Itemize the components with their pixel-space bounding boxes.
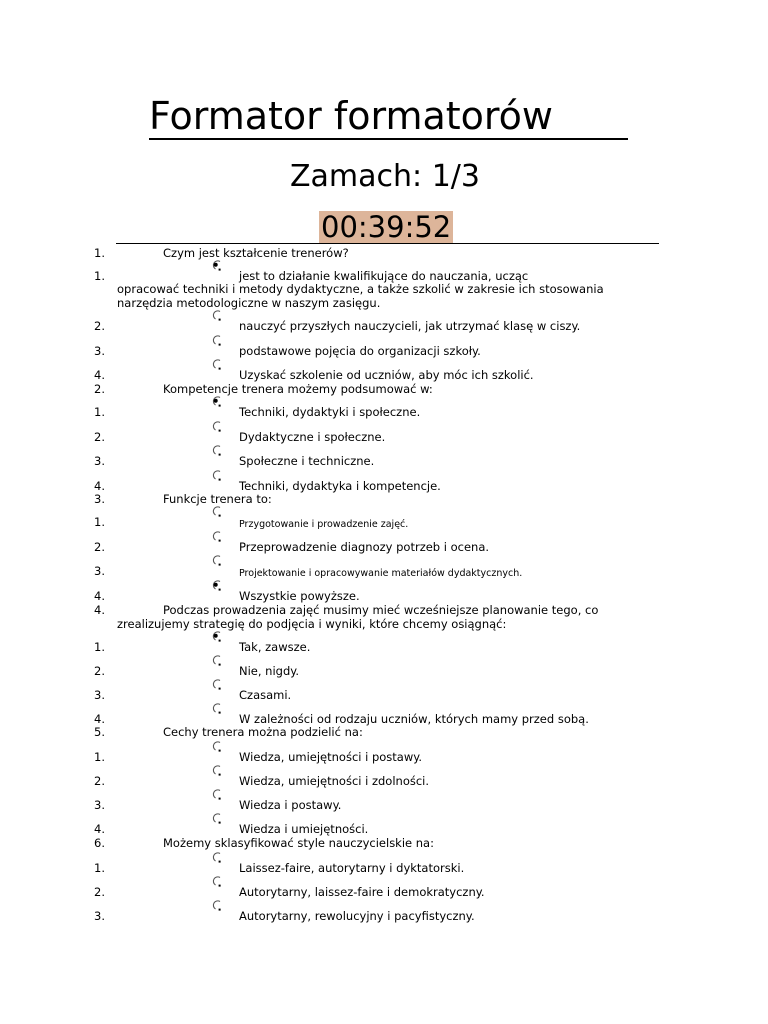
answer-number: 3. [94,564,105,578]
answer-text: Autorytarny, rewolucyjny i pacyfistyczny. [239,909,475,923]
answer-number: 3. [94,344,105,358]
radio-unchecked-icon[interactable] [210,358,222,370]
question-number: 6. [94,836,105,850]
answer-number: 4. [94,712,105,726]
radio-unchecked-icon[interactable] [210,505,222,517]
answer-text: Tak, zawsze. [239,640,311,654]
radio-unchecked-icon[interactable] [210,702,222,714]
page-title: Formator formatorów [149,94,628,140]
radio-checked-icon[interactable] [210,395,222,407]
question-text: Kompetencje trenera możemy podsumować w: [163,382,433,396]
header-divider [116,243,659,244]
radio-unchecked-icon[interactable] [210,554,222,566]
countdown-timer: 00:39:52 [321,210,452,244]
answer-number: 2. [94,885,105,899]
question-text: Czym jest kształcenie trenerów? [163,246,349,260]
radio-unchecked-icon[interactable] [210,678,222,690]
radio-unchecked-icon[interactable] [210,654,222,666]
question-number: 5. [94,725,105,739]
answer-text: Wszystkie powyższe. [239,589,360,603]
radio-unchecked-icon[interactable] [210,875,222,887]
radio-unchecked-icon[interactable] [210,764,222,776]
answer-text: Uzyskać szkolenie od uczniów, aby móc ich szkolić. [239,368,534,382]
radio-unchecked-icon[interactable] [210,812,222,824]
answer-number: 1. [94,640,105,654]
answer-text: Techniki, dydaktyka i kompetencje. [239,479,441,493]
answer-text: Wiedza i postawy. [239,798,342,812]
answer-number: 1. [94,269,105,283]
answer-number: 3. [94,454,105,468]
answer-number: 3. [94,688,105,702]
answer-number: 1. [94,515,105,529]
answer-text: nauczyć przyszłych nauczycieli, jak utrzymać klasę w ciszy. [239,319,581,333]
question-number: 4. [94,603,105,617]
answer-text: Przygotowanie i prowadzenie zajęć. [239,519,409,530]
radio-unchecked-icon[interactable] [210,740,222,752]
answer-number: 1. [94,750,105,764]
answer-text: Wiedza, umiejętności i postawy. [239,750,423,764]
answer-text: Laissez-faire, autorytarny i dyktatorski. [239,861,465,875]
answer-number: 4. [94,589,105,603]
radio-checked-icon[interactable] [210,259,222,271]
radio-unchecked-icon[interactable] [210,469,222,481]
question-number: 1. [94,246,105,260]
answer-number: 1. [94,405,105,419]
answer-number: 2. [94,319,105,333]
question-number: 3. [94,492,105,506]
radio-unchecked-icon[interactable] [210,788,222,800]
answer-text: Nie, nigdy. [239,664,300,678]
attempt-counter: Zamach: 1/3 [290,159,480,194]
answer-text: Przeprowadzenie diagnozy potrzeb i ocena. [239,540,490,554]
question-text: Podczas prowadzenia zajęć musimy mieć wcześniejsze planowanie tego, co [163,603,599,617]
answer-text: Autorytarny, laissez-faire i demokratyczny. [239,885,485,899]
question-text: Możemy sklasyfikować style nauczycielskie na: [163,836,434,850]
answer-number: 2. [94,774,105,788]
answer-number: 4. [94,479,105,493]
question-number: 2. [94,382,105,396]
radio-unchecked-icon[interactable] [210,420,222,432]
answer-number: 3. [94,909,105,923]
radio-unchecked-icon[interactable] [210,444,222,456]
answer-text: Wiedza, umiejętności i zdolności. [239,774,430,788]
answer-text-line: narzędzia metodologiczne w naszym zasięgu. [117,296,381,310]
answer-number: 3. [94,798,105,812]
answer-number: 2. [94,664,105,678]
answer-number: 2. [94,430,105,444]
question-text: Funkcje trenera to: [163,492,272,506]
answer-text: Techniki, dydaktyki i społeczne. [239,405,421,419]
radio-checked-icon[interactable] [210,630,222,642]
radio-unchecked-icon[interactable] [210,530,222,542]
answer-text: Czasami. [239,688,292,702]
radio-unchecked-icon[interactable] [210,334,222,346]
question-text-line: zrealizujemy strategię do podjęcia i wyniki, które chcemy osiągnąć: [117,617,507,631]
answer-text: Wiedza i umiejętności. [239,822,369,836]
answer-text: Społeczne i techniczne. [239,454,375,468]
radio-unchecked-icon[interactable] [210,309,222,321]
answer-text: Projektowanie i opracowywanie materiałów dydaktycznych. [239,568,523,579]
answer-number: 4. [94,822,105,836]
answer-text: podstawowe pojęcia do organizacji szkoły. [239,344,481,358]
answer-number: 4. [94,368,105,382]
answer-text: W zależności od rodzaju uczniów, których mamy przed sobą. [239,712,589,726]
answer-number: 2. [94,540,105,554]
radio-unchecked-icon[interactable] [210,851,222,863]
answer-text-line: opracować techniki i metody dydaktyczne, a także szkolić w zakresie ich stosowania [117,282,604,296]
radio-unchecked-icon[interactable] [210,899,222,911]
answer-text: jest to działanie kwalifikujące do nauczania, ucząc [239,269,529,283]
answer-text: Dydaktyczne i społeczne. [239,430,386,444]
answer-number: 1. [94,861,105,875]
question-text: Cechy trenera można podzielić na: [163,725,363,739]
radio-checked-icon[interactable] [210,579,222,591]
